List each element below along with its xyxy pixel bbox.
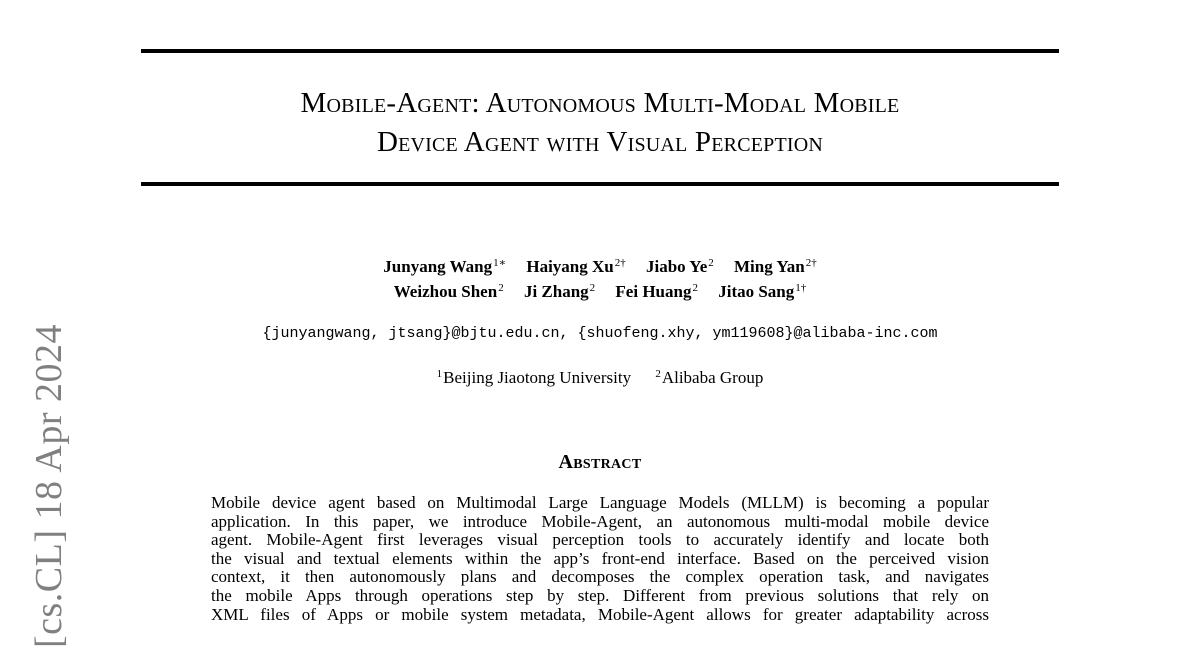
author-name: Fei Huang (615, 282, 692, 301)
abstract-line: the mobile Apps through operations step by step. Different from previous solutions that rely on (211, 585, 989, 605)
author (646, 254, 714, 279)
arxiv-stamp: [cs.CL] 18 Apr 2024 (28, 323, 70, 648)
affiliation-name: Beijing Jiaotong University (443, 368, 632, 387)
affiliation (437, 366, 631, 390)
author-affiliation-mark: 1† (795, 282, 807, 294)
author-affiliation-mark: 2 (589, 282, 596, 294)
affiliation-name: Alibaba Group (661, 368, 764, 387)
abstract-line: XML files of Apps or mobile system metadata, Mobile-Agent allows for greater adaptability across (211, 604, 989, 624)
paper-title (141, 84, 1059, 162)
author (734, 254, 817, 279)
abstract-heading: Abstract (558, 451, 642, 473)
author-name: Weizhou Shen (393, 282, 498, 301)
author-list (141, 254, 1059, 304)
author-emails: {junyangwang, jtsang}@bjtu.edu.cn, {shuofeng.xhy, ym119608}@alibaba-inc.com (262, 325, 938, 342)
author-affiliation-mark: 2† (614, 257, 626, 269)
abstract-line: application. In this paper, we introduce Mobile-Agent, an autonomous multi-modal mobile device (211, 511, 989, 531)
author-affiliation-mark: 2 (708, 257, 714, 269)
author-affiliation-mark: 1∗ (493, 257, 507, 269)
author-name: Ming Yan (734, 257, 805, 276)
author-name: Jitao Sang (718, 282, 795, 301)
author-name: Junyang Wang (383, 257, 493, 276)
affiliation-mark: 2 (655, 368, 661, 380)
author-name: Haiyang Xu (526, 257, 614, 276)
author (615, 279, 698, 304)
title-rule-top (141, 49, 1059, 53)
title-rule-bottom (141, 182, 1059, 186)
author-line-2 (141, 279, 1059, 304)
abstract-line: the visual and textual elements within the app’s front-end interface. Based on the perceived vision (211, 548, 989, 568)
author-name: Ji Zhang (523, 282, 589, 301)
affiliations (141, 366, 1059, 390)
affiliation (655, 366, 763, 390)
author-affiliation-mark: 2 (498, 282, 504, 294)
author (394, 279, 504, 304)
author (718, 279, 806, 304)
author-name: Jiabo Ye (646, 257, 708, 276)
author (526, 254, 625, 279)
affiliation-mark: 1 (436, 368, 443, 380)
author-line-1 (141, 254, 1059, 279)
paper-title-line-2: Device Agent with Visual Perception (376, 126, 824, 158)
paper-title-line-1: Mobile-Agent: Autonomous Multi-Modal Mobile (300, 87, 900, 119)
author-affiliation-mark: 2 (692, 282, 698, 294)
abstract-line: Mobile device agent based on Multimodal Large Language Models (MLLM) is becoming a popular (211, 493, 989, 512)
abstract-line: context, it then autonomously plans and decomposes the complex operation task, and navigates (211, 567, 989, 587)
abstract-body (211, 494, 989, 624)
author-affiliation-mark: 2† (805, 257, 817, 269)
abstract-line: agent. Mobile-Agent first leverages visual perception tools to accurately identify and locate both (211, 530, 989, 550)
author (383, 254, 506, 279)
author (524, 279, 595, 304)
